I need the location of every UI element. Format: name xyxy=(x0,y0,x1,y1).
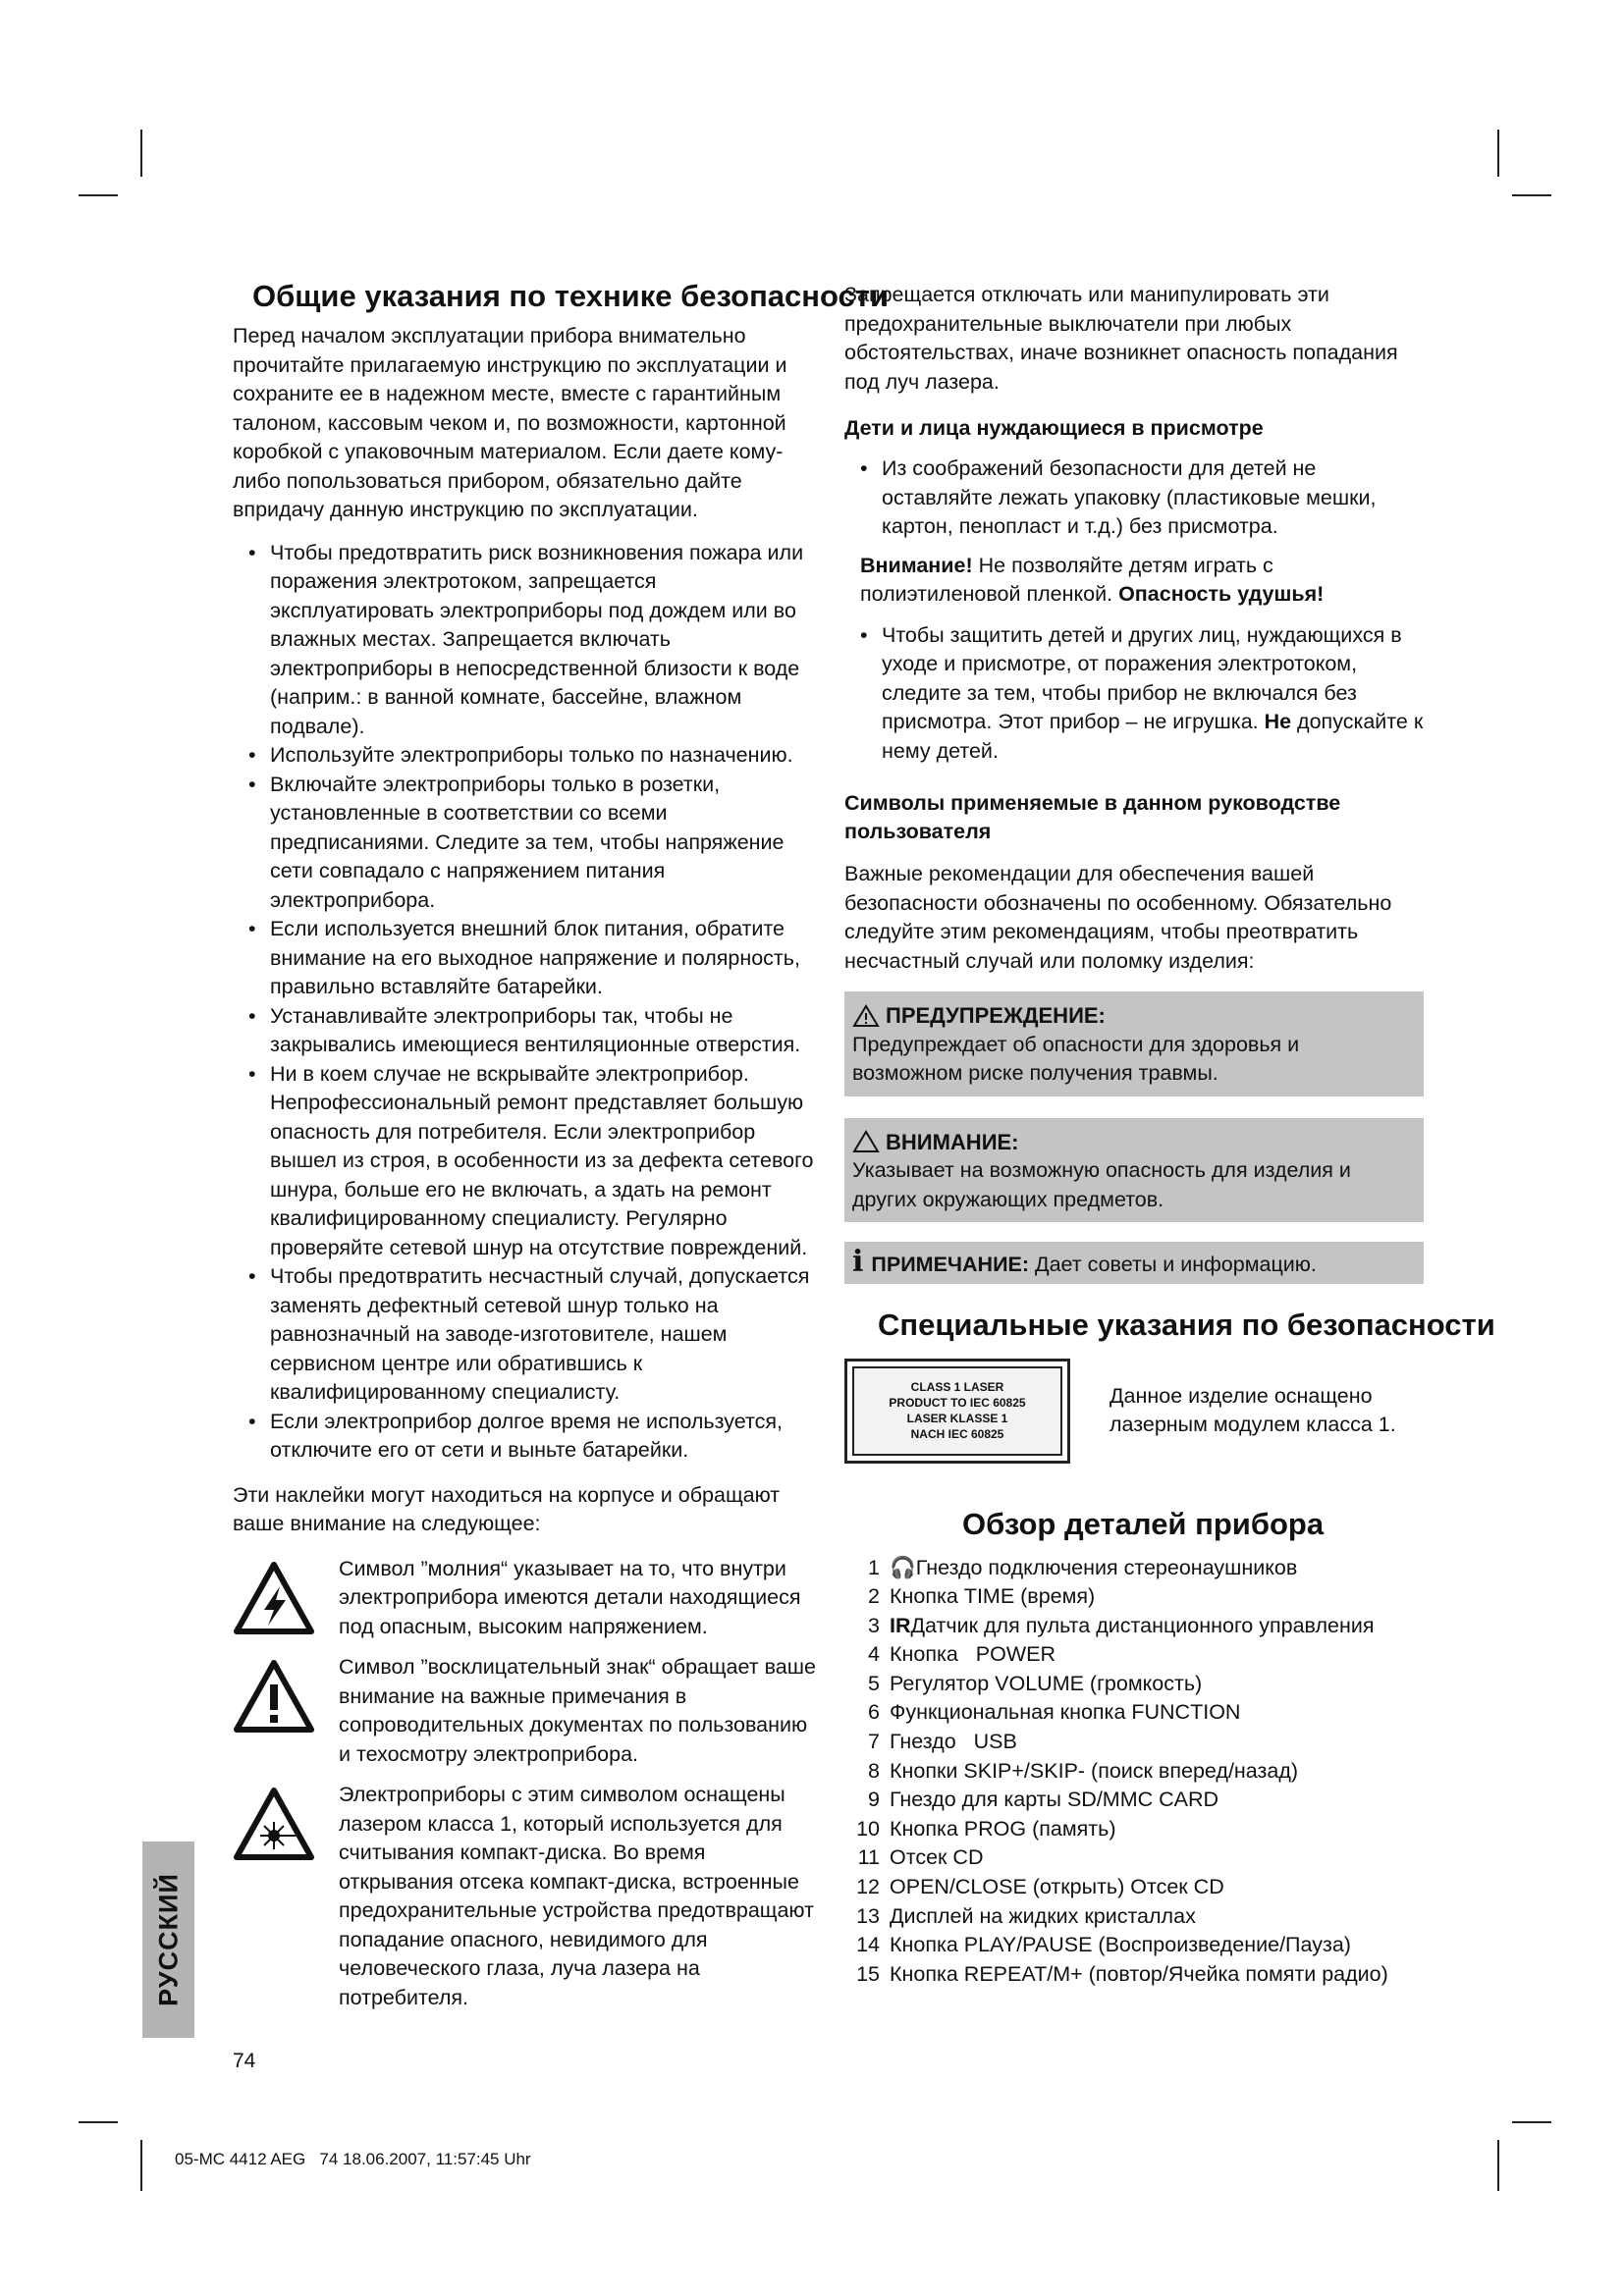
safety-title: Общие указания по технике безопасности xyxy=(252,279,890,313)
laser-warning-icon xyxy=(233,1781,321,1861)
children-bullet-list xyxy=(844,454,1424,542)
symbol-list xyxy=(233,1555,822,2013)
laser-section xyxy=(844,1359,1424,1464)
symbol-description: Символ ”восклицательный знак“ обращает ваше внимание на важные примечания в сопроводительных документах по пользованию и техосмотру электроприбора. xyxy=(339,1655,816,1766)
list-item: • Чтобы предотвратить несчастный случай, допускается заменять дефектный сетевой шнур только на равнозначный на заводе-изготовителе, нашем сервисном центре или обратившись к квалифицированному специалисту. xyxy=(248,1264,810,1404)
safety-intro: Перед началом эксплуатации прибора внимательно прочитайте прилагаемую инструкцию по эксплуатации и сохраните ее в надежном месте, вместе с гарантийным талоном, кассовым чеком и, по возможности, картонной коробкой с упаковочным материалом. Если даете кому-либо попользоваться прибором, обязательно дайте впридачу данную инструкцию по эксплуатации. xyxy=(233,324,787,521)
stickers-intro: Эти наклейки могут находиться на корпусе и обращают ваше внимание на следующее: xyxy=(233,1482,781,1535)
crop-mark xyxy=(1497,130,1499,177)
caution-triangle-icon xyxy=(852,1130,880,1153)
note-text: Дает советы и информацию. xyxy=(1029,1253,1317,1276)
crop-mark xyxy=(140,130,142,177)
list-item: • Из соображений безопасности для детей не оставляйте лежать упаковку (пластиковые мешки, картон, пенопласт и т.д.) без присмотра. xyxy=(860,456,1377,538)
caution-title: ВНИМАНИЕ: xyxy=(886,1129,1019,1154)
warning-triangle-icon xyxy=(852,1004,880,1028)
safety-bullet-list xyxy=(233,539,822,1466)
warning-title: ПРЕДУПРЕЖДЕНИЕ: xyxy=(886,1003,1106,1028)
left-column xyxy=(233,277,890,2024)
list-item: 3 IR Датчик для пульта дистанционного управления xyxy=(868,1613,1375,1637)
symbol-description: Символ ”молния“ указывает на то, что внутри электроприбора имеются детали находящиеся под опасным, высоким напряжением. xyxy=(339,1556,801,1638)
headphones-icon: 🎧 xyxy=(890,1555,916,1579)
warning-text: Предупреждает об опасности для здоровья и возможном риске получения травмы. xyxy=(852,1032,1300,1085)
list-item: 14 Кнопка PLAY/PAUSE (Воспроизведение/Пауза) xyxy=(856,1933,1351,1957)
attention-note: Внимание! Не позволяйте детям играть с полиэтиленовой пленкой. Опасность удушья! xyxy=(860,553,1325,606)
list-item: 2 Кнопка TIME (время) xyxy=(868,1584,1096,1609)
info-icon: i xyxy=(852,1245,864,1279)
parts-list xyxy=(844,1554,1424,1990)
list-item: 12 OPEN/CLOSE (открыть) Отсек CD xyxy=(856,1875,1224,1899)
note-title: ПРИМЕЧАНИЕ: xyxy=(871,1253,1030,1276)
children-heading: Дети и лица нуждающиеся в присмотре xyxy=(844,416,1264,440)
list-item: 1 🎧 Гнездо подключения стереонаушников xyxy=(844,1554,1424,1583)
list-item: 7 Гнездо USB xyxy=(868,1730,1017,1754)
print-footer: 05-MC 4412 AEG 74 18.06.2007, 11:57:45 Uhr xyxy=(175,2150,531,2168)
exclamation-warning-icon xyxy=(233,1653,321,1734)
symbols-heading: Символы применяемые в данном руководстве пользователя xyxy=(844,791,1341,843)
list-item: 8 Кнопки SKIP+/SKIP- (поиск вперед/назад) xyxy=(868,1758,1299,1783)
crop-mark xyxy=(1497,2140,1499,2191)
laser-class-label: CLASS 1 LASER PRODUCT TO IEC 60825 LASER KLASSE 1 NACH IEC 60825 xyxy=(844,1359,1070,1464)
caution-text: Указывает на возможную опасность для изделия и других окружающих предметов. xyxy=(852,1158,1351,1211)
caution-box xyxy=(844,1118,1424,1223)
interlock-text: Запрещается отключать или манипулировать эти предохранительные выключатели при любых обстоятельствах, иначе возникнет опасность попадания под луч лазера. xyxy=(844,283,1398,394)
list-item: • Чтобы защитить детей и других лиц, нуждающихся в уходе и присмотре, от поражения электротоком, следите за тем, чтобы прибор не включался без присмотра. Этот прибор – не игрушка. Не допускайте к нему детей. xyxy=(860,622,1424,763)
list-item: • Используйте электроприборы только по назначению. xyxy=(248,743,793,767)
list-item: • Включайте электроприборы только в розетки, установленные в соответствии со всеми предписаниями. Следите за тем, чтобы напряжение сети совпадало с напряжением питания электроприбора. xyxy=(248,772,785,912)
list-item: 13 Дисплей на жидких кристаллах xyxy=(856,1903,1196,1928)
laser-text: Данное изделие оснащено лазерным модулем класса 1. xyxy=(1110,1383,1396,1436)
list-item: 6 Функциональная кнопка FUNCTION xyxy=(868,1700,1241,1725)
symbols-intro: Важные рекомендации для обеспечения вашей безопасности обозначены по особенному. Обязательно следуйте этим рекомендациям, чтобы преотвратить несчастный случай или поломку изделия: xyxy=(844,862,1392,973)
symbol-row xyxy=(233,1555,822,1642)
crop-mark xyxy=(79,194,118,196)
note-box xyxy=(844,1242,1424,1284)
list-item: • Если используется внешний блок питания, обратите внимание на его выходное напряжение и полярность, правильно вставляйте батарейки. xyxy=(248,917,800,998)
list-item: 11 Отсек CD xyxy=(857,1845,984,1870)
list-item: 10 Кнопка PROG (память) xyxy=(856,1816,1116,1841)
danger-label: Опасность удушья! xyxy=(1118,582,1325,606)
list-item: • Устанавливайте электроприборы так, чтобы не закрывались имеющиеся вентиляционные отверстия. xyxy=(248,1003,801,1056)
right-column xyxy=(844,277,1495,1989)
attention-label: Внимание! xyxy=(860,553,973,577)
list-item: 5 Регулятор VOLUME (громкость) xyxy=(868,1671,1203,1695)
crop-mark xyxy=(1512,194,1551,196)
symbol-row xyxy=(233,1653,822,1769)
list-item: 9 Гнездо для карты SD/MMC CARD xyxy=(868,1788,1219,1812)
special-title: Специальные указания по безопасности xyxy=(878,1307,1495,1342)
language-tab: РУССКИЙ xyxy=(142,1842,194,2038)
list-item: 4 Кнопка POWER xyxy=(868,1642,1056,1667)
overview-title: Обзор деталей прибора xyxy=(962,1506,1325,1541)
lightning-warning-icon xyxy=(233,1555,321,1635)
crop-mark xyxy=(1512,2121,1551,2123)
children-bullet-list-2 xyxy=(844,621,1424,767)
crop-mark xyxy=(140,2140,142,2191)
page-number: 74 xyxy=(233,2050,256,2072)
list-item: • Ни в коем случае не вскрывайте электроприбор. Непрофессиональный ремонт представляет большую опасность для потребителя. Если электроприбор вышел из строя, в особенности из за дефекта сетевого шнура, больше его не включать, а здать на ремонт квалифицированному специалисту. Регулярно проверяйте сетевой шнур на отсутствие повреждений. xyxy=(248,1061,814,1259)
crop-mark xyxy=(79,2121,118,2123)
warning-box xyxy=(844,991,1424,1096)
symbol-row xyxy=(233,1781,822,2012)
list-item: • Чтобы предотвратить риск возникновения пожара или поражения электротоком, запрещается эксплуатировать электроприборы под дождем или во влажных местах. Запрещается включать электроприборы в непосредственной близости к воде (наприм.: в ванной комнате, бассейне, влажном подвале). xyxy=(248,540,804,738)
list-item: 15 Кнопка REPEAT/M+ (повтор/Ячейка помяти радио) xyxy=(856,1961,1388,1986)
list-item: • Если электроприбор долгое время не используется, отключите его от сети и выньте батарейки. xyxy=(248,1409,783,1462)
symbol-description: Электроприборы с этим символом оснащены лазером класса 1, который используется для считывания компакт-диска. Во время открывания отсека компакт-диска, встроенные предохранительные устройства предотвращают попадание опасного, невидимого для человеческого глаза, луча лазера на потребителя. xyxy=(339,1783,814,2009)
